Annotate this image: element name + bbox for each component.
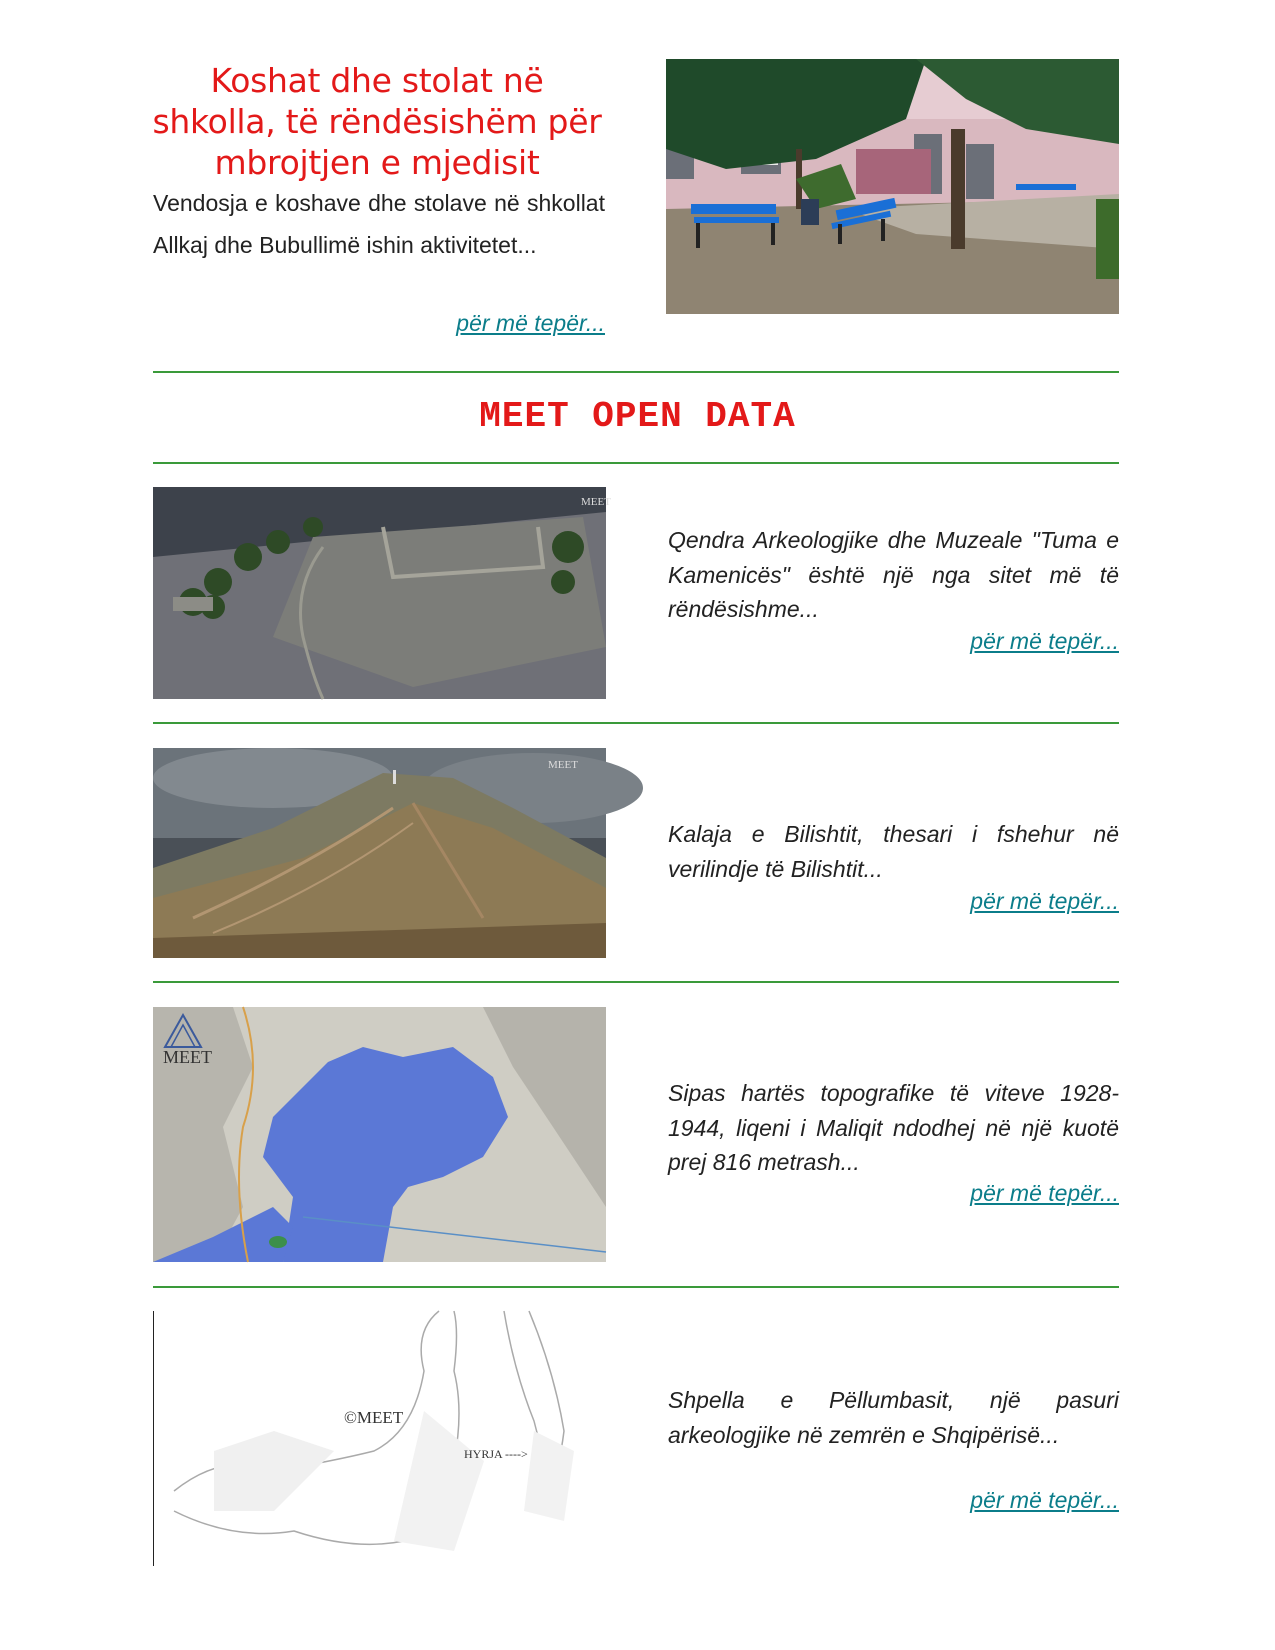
- item-description: Kalaja e Bilishtit, thesari i fshehur në verilindje të Bilishtit...: [668, 821, 1119, 882]
- pellumbas-cave-plan-image[interactable]: [153, 1311, 607, 1566]
- divider: [153, 722, 1119, 724]
- tuma-kamenice-3d-image[interactable]: [153, 487, 611, 699]
- meet-watermark: ©MEET: [344, 1408, 404, 1427]
- read-more-link[interactable]: për më tepër...: [970, 888, 1119, 914]
- article-summary: Vendosja e koshave dhe stolave në shkollat Allkaj dhe Bubullimë ishin aktivitetet...: [153, 190, 605, 258]
- cave-entrance-label: HYRJA ---->: [464, 1447, 528, 1461]
- meet-watermark: MEET: [548, 759, 578, 771]
- maliq-lake-map-image[interactable]: [153, 1007, 606, 1262]
- item-description: Sipas hartës topografike të viteve 1928-1944, liqeni i Maliqit ndodhej në një kuotë prej 816 metrash...: [668, 1080, 1119, 1175]
- read-more-link[interactable]: për më tepër...: [456, 310, 605, 336]
- read-more-link[interactable]: për më tepër...: [970, 1180, 1119, 1206]
- school-benches-photo[interactable]: [666, 59, 1119, 314]
- meet-watermark: MEET: [581, 496, 611, 508]
- divider: [153, 981, 1119, 983]
- section-title: MEET OPEN DATA: [479, 396, 796, 437]
- item-description: Shpella e Pëllumbasit, një pasuri arkeologjike në zemrën e Shqipërisë...: [668, 1387, 1119, 1448]
- read-more-link[interactable]: për më tepër...: [970, 628, 1119, 654]
- divider: [153, 462, 1119, 464]
- item-description: Qendra Arkeologjike dhe Muzeale "Tuma e Kamenicës" është një nga sitet më të rëndësishme...: [668, 527, 1119, 622]
- bilisht-castle-image[interactable]: [153, 748, 606, 958]
- meet-watermark: MEET: [163, 1047, 212, 1067]
- read-more-link[interactable]: për më tepër...: [970, 1487, 1119, 1513]
- divider: [153, 1286, 1119, 1288]
- article-title: Koshat dhe stolat në shkolla, të rëndësishëm për mbrojtjen e mjedisit: [152, 61, 602, 182]
- divider: [153, 371, 1119, 373]
